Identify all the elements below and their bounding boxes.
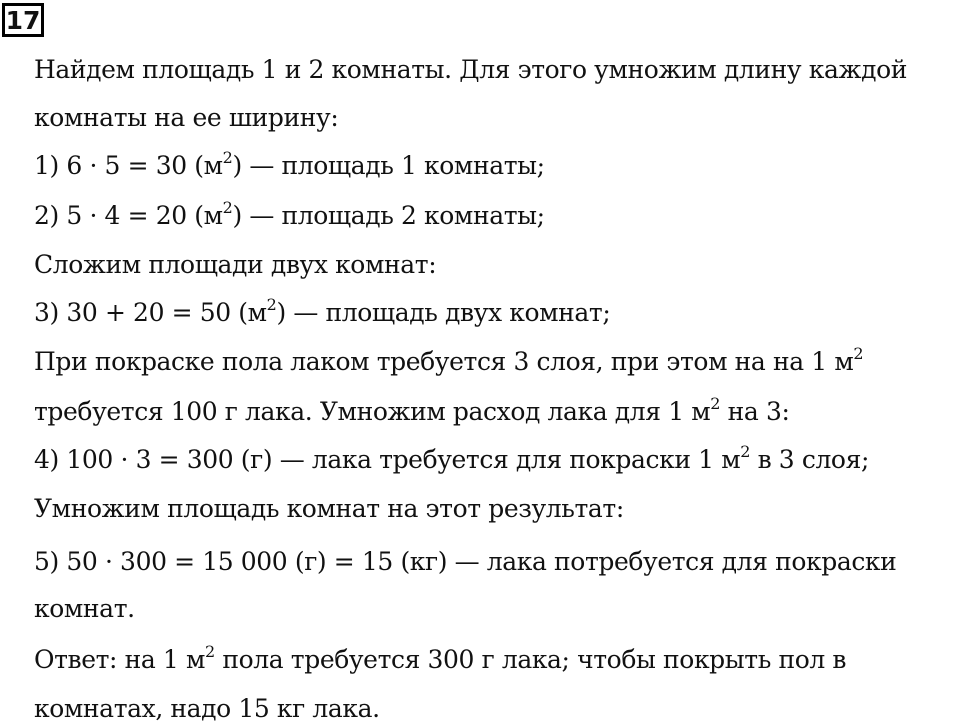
problem-number: 17	[5, 5, 41, 35]
text-line: Сложим площади двух комнат:	[34, 250, 437, 279]
problem-number-box	[2, 3, 44, 37]
text-line: требуется 100 г лака. Умножим расход лака для 1 $м^2$ на 3:	[34, 394, 790, 426]
text-line: 4) 100 · 3 = 300 (г) — лака требуется для покраски 1 $м^2$ в 3 слоя;	[34, 442, 869, 474]
text-line: При покраске пола лаком требуется 3 слоя, при этом на на 1 $м^2$	[34, 344, 864, 376]
text-line: Найдем площадь 1 и 2 комнаты. Для этого умножим длину каждой	[34, 55, 907, 84]
text-line: комнаты на ее ширину:	[34, 103, 339, 132]
text-line: Умножим площадь комнат на этот результат:	[34, 494, 624, 523]
text-line: Ответ: на 1 $м^2$ пола требуется 300 г лака; чтобы покрыть пол в	[34, 642, 847, 674]
text-line: 1) 6 · 5 = 30 $(м^2)$ — площадь 1 комнаты;	[34, 148, 545, 180]
text-line: комнатах, надо 15 кг лака.	[34, 694, 380, 723]
text-line: 5) 50 · 300 = 15 000 (г) = 15 (кг) — лака потребуется для покраски	[34, 547, 897, 576]
text-line: комнат.	[34, 594, 135, 623]
text-line: 3) 30 + 20 = 50 $(м^2)$ — площадь двух комнат;	[34, 295, 611, 327]
text-line: 2) 5 · 4 = 20 $(м^2)$ — площадь 2 комнаты;	[34, 198, 545, 230]
